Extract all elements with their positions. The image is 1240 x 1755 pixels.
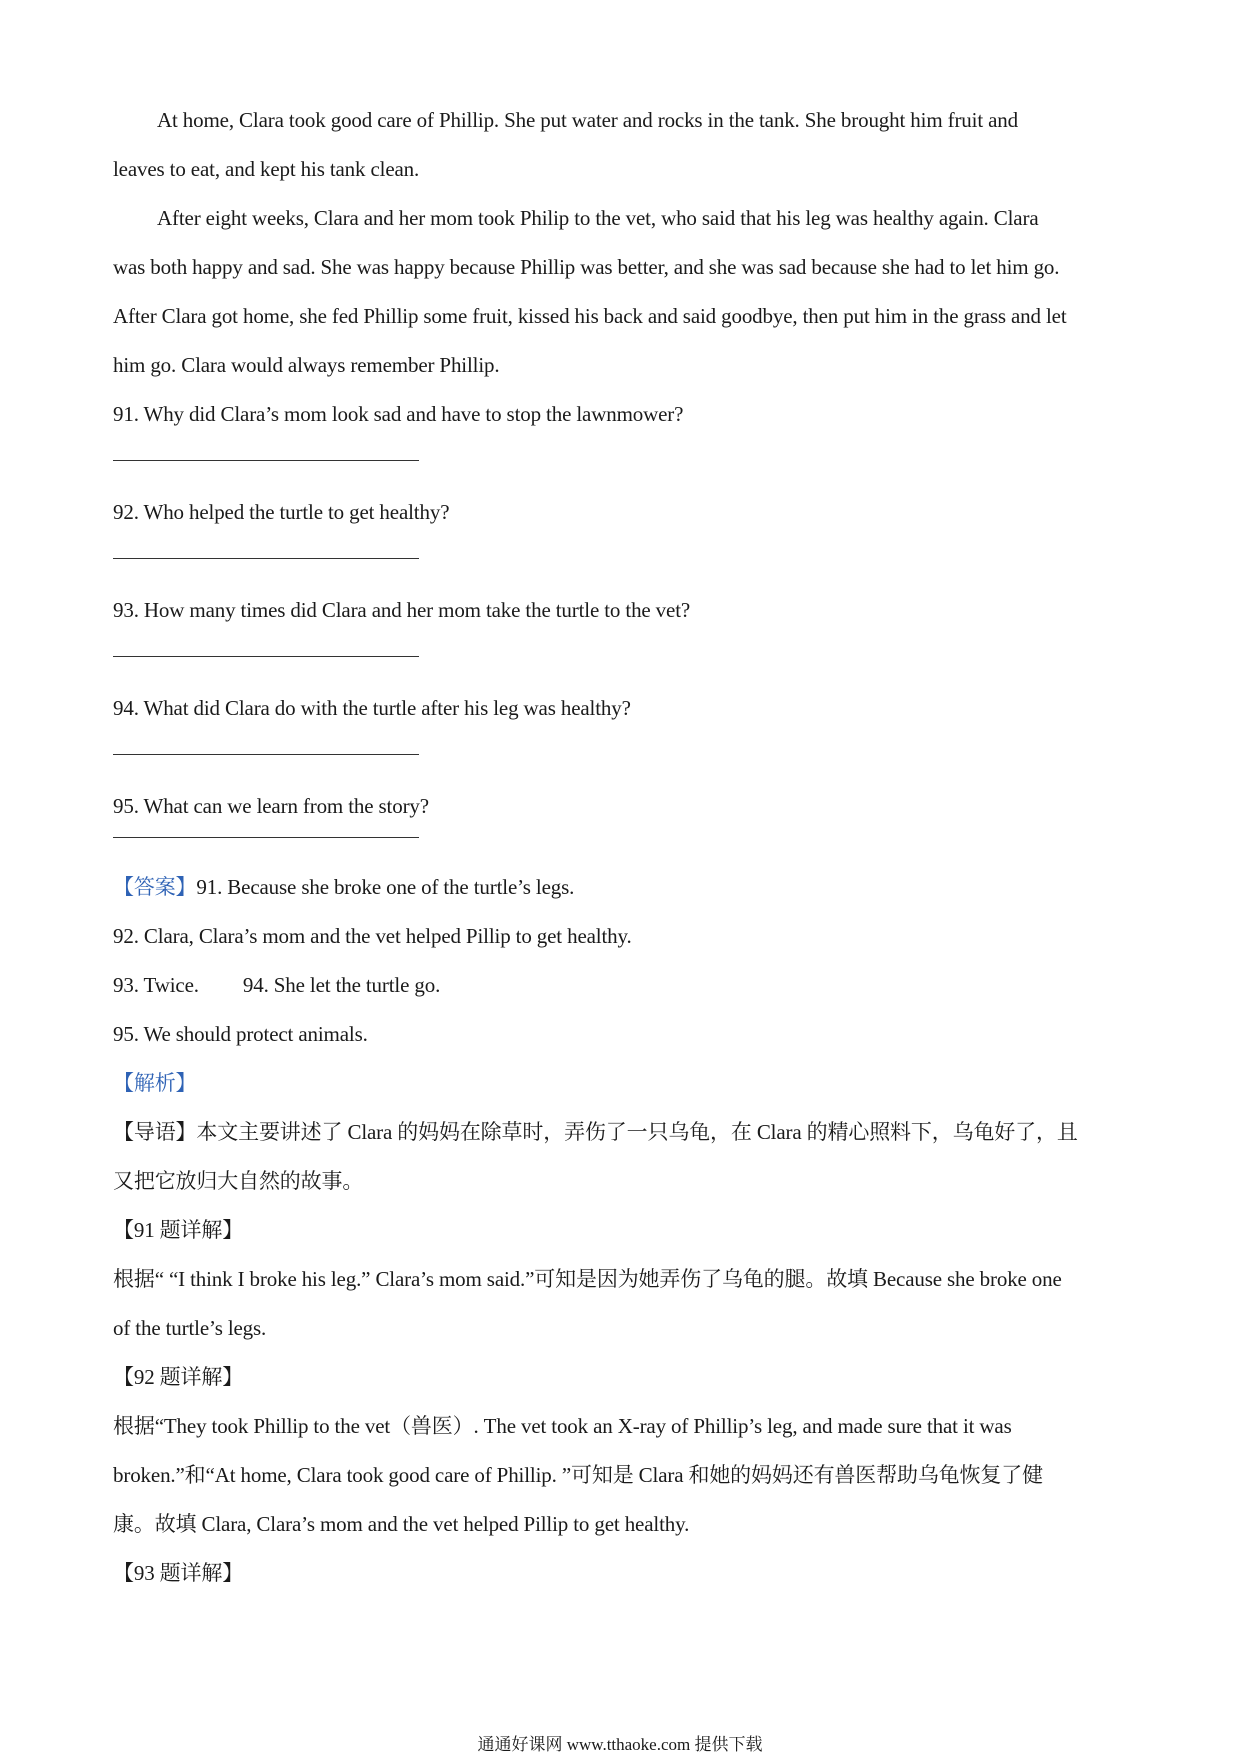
q91-explanation: 根据“ “I think I broke his leg.” Clara’s mom said.”可知是因为她弄伤了乌龟的腿。故填 Because she broke one (113, 1267, 1062, 1291)
passage-line: After Clara got home, she fed Phillip some fruit, kissed his back and said goodbye, then put him in the grass and let (113, 304, 1067, 328)
intro-line-1 (113, 1108, 1131, 1157)
analysis-label: 【解析】 (113, 1071, 197, 1095)
page-content (113, 96, 1131, 1598)
q93-heading: 【93 题详解】 (113, 1561, 244, 1585)
answers-line-91 (113, 863, 1131, 912)
q92-explanation: 根据“They took Phillip to the vet（兽医）. The vet took an X-ray of Phillip’s leg, and made sure that it was (113, 1414, 1012, 1438)
question-93: 93. How many times did Clara and her mom take the turtle to the vet? (113, 598, 691, 622)
answer-94: 94. She let the turtle go. (242, 973, 441, 997)
question-92: 92. Who helped the turtle to get healthy? (113, 500, 450, 524)
passage-line: At home, Clara took good care of Phillip. She put water and rocks in the tank. She brought him fruit and (157, 108, 1018, 132)
passage-line: leaves to eat, and kept his tank clean. (113, 157, 420, 181)
answers-line-93-94 (113, 961, 1131, 1010)
intro-label: 【导语】 (113, 1120, 197, 1144)
page-footer: 通通好课网 www.tthaoke.com 提供下载 (477, 1735, 763, 1754)
question-95: 95. What can we learn from the story? (113, 794, 429, 818)
intro-text: 本文主要讲述了 Clara 的妈妈在除草时，弄伤了一只乌龟，在 Clara 的精心照料下，乌龟好了，且 (196, 1120, 1078, 1144)
passage-line: After eight weeks, Clara and her mom took Philip to the vet, who said that his leg was healthy again. Clara (157, 206, 1039, 230)
answer-95: 95. We should protect animals. (113, 1022, 368, 1046)
q92-explanation: 康。故填 Clara, Clara’s mom and the vet helped Pillip to get healthy. (113, 1512, 690, 1536)
passage-line: was both happy and sad. She was happy because Phillip was better, and she was sad because she had to let him go. (113, 255, 1060, 279)
answer-blank-93[interactable] (113, 635, 1131, 684)
answer-91: 91. Because she broke one of the turtle’s legs. (196, 875, 575, 899)
answer-93: 93. Twice. (113, 973, 199, 997)
intro-line-2: 又把它放归大自然的故事。 (113, 1169, 364, 1193)
answer-blank-95[interactable] (113, 831, 1131, 863)
q91-explanation: of the turtle’s legs. (113, 1316, 267, 1340)
answer-blank-94[interactable] (113, 733, 1131, 782)
passage-line: him go. Clara would always remember Phillip. (113, 353, 500, 377)
answer-blank-92[interactable] (113, 537, 1131, 586)
question-94: 94. What did Clara do with the turtle after his leg was healthy? (113, 696, 631, 720)
q92-heading: 【92 题详解】 (113, 1365, 244, 1389)
answer-blank-91[interactable] (113, 439, 1131, 488)
q91-heading: 【91 题详解】 (113, 1218, 244, 1242)
question-91: 91. Why did Clara’s mom look sad and have to stop the lawnmower? (113, 402, 684, 426)
q92-explanation: broken.”和“At home, Clara took good care of Phillip. ”可知是 Clara 和她的妈妈还有兽医帮助乌龟恢复了健 (113, 1463, 1043, 1487)
answer-92: 92. Clara, Clara’s mom and the vet helped Pillip to get healthy. (113, 924, 632, 948)
answer-label: 【答案】 (113, 875, 197, 899)
